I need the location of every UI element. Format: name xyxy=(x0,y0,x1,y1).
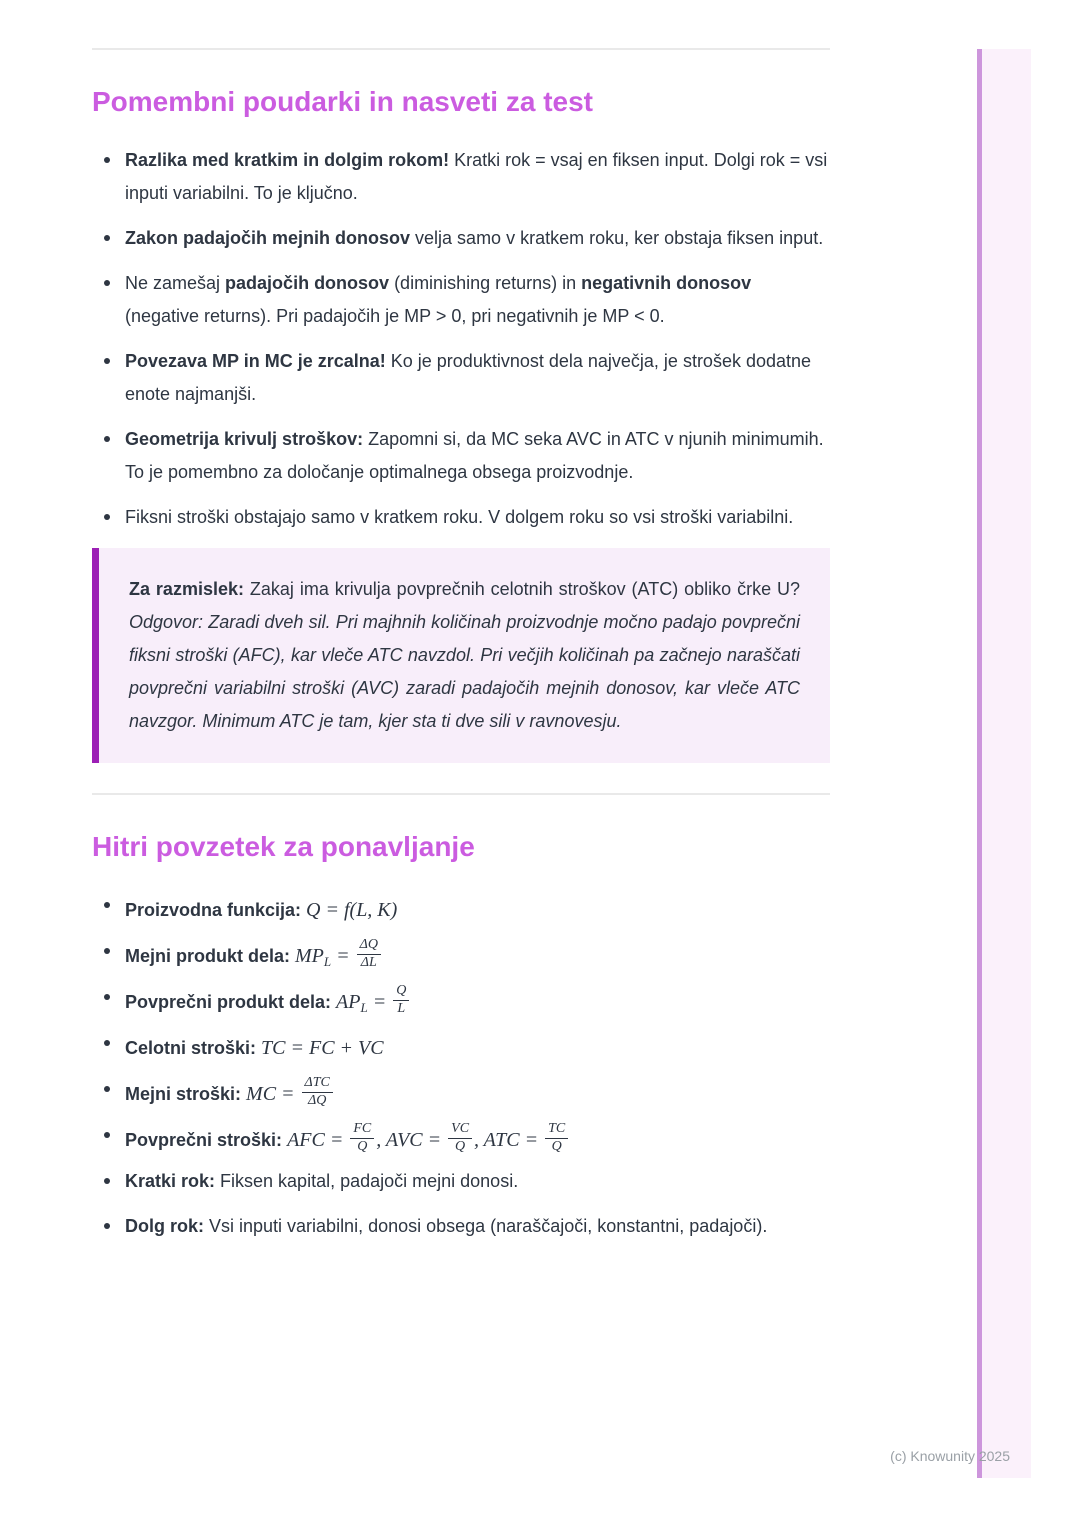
formula: TC = FC + VC xyxy=(261,1037,384,1059)
section-summary xyxy=(92,831,830,1243)
text-segment: Geometrija krivulj stroškov: xyxy=(125,429,364,449)
fraction: $\frac{\Delta Q}{\Delta L}$ xyxy=(357,938,381,970)
text-segment: Mejni stroški: xyxy=(125,1084,247,1104)
text-segment: (diminishing returns) in xyxy=(389,273,582,293)
fraction: $\frac{FC}{Q}$ xyxy=(350,1122,374,1154)
list-item xyxy=(92,1027,830,1069)
text-segment: Povezava MP in MC je zrcalna! xyxy=(125,351,386,371)
divider-top xyxy=(92,48,830,50)
text-segment: Odgovor: Zaradi dveh sil. Pri majhnih količinah proizvodnje močno padajo povprečni fiksni stroški (AFC), kar vleče ATC navzdol. Pri večjih količinah pa začnejo naraščati povprečni variabilni stroški (AVC) zaradi padajočih mejnih donosov, kar vleče ATC navzgor. Minimum ATC je tam, kjer sta ti dve sili v ravnovesju. xyxy=(129,612,800,731)
formula: $MP_L$ = $\frac{\Delta Q}{\Delta L}$ xyxy=(295,945,383,967)
list-item xyxy=(92,1165,830,1198)
text-segment: Za razmislek: xyxy=(129,579,244,599)
list-item xyxy=(92,222,830,255)
text-segment: Celotni stroški: xyxy=(125,1038,262,1058)
divider-middle xyxy=(92,793,830,795)
list-item xyxy=(92,345,830,411)
callout-box xyxy=(92,548,830,763)
formula: MC = $\frac{\text{ΔTC}}{\Delta Q}$ xyxy=(246,1083,335,1105)
text-segment: Razlika med kratkim in dolgim rokom! xyxy=(125,150,450,170)
text-segment: (negative returns). Pri padajočih je MP > 0, pri negativnih je MP < 0. xyxy=(125,306,665,326)
section-title-summary: Hitri povzetek za ponavljanje xyxy=(92,831,475,862)
fraction: $\frac{VC}{Q}$ xyxy=(448,1122,472,1154)
fraction: $\frac{Q}{L}$ xyxy=(393,984,409,1016)
formula: AFC = $\frac{FC}{Q}$ , AVC = $\frac{VC}{Q}$ , ATC = $\frac{TC}{Q}$ xyxy=(287,1129,570,1151)
text-segment: Mejni produkt dela: xyxy=(125,946,296,966)
list-item xyxy=(92,981,830,1023)
text-segment: Fiksni stroški obstajajo samo v kratkem roku. V dolgem roku so vsi stroški variabilni. xyxy=(125,507,794,527)
text-segment: Ne zamešaj xyxy=(125,273,226,293)
text-segment: Zakaj ima krivulja povprečnih celotnih stroškov (ATC) obliko črke U? xyxy=(243,579,801,599)
fraction: $\frac{TC}{Q}$ xyxy=(545,1122,568,1154)
list-item xyxy=(92,889,830,931)
text-segment: Kratki rok: xyxy=(125,1171,221,1191)
text-segment: Povprečni stroški: xyxy=(125,1130,288,1150)
key-points-list xyxy=(92,144,830,534)
text-segment: Vsi inputi variabilni, donosi obsega (naraščajoči, konstantni, padajoči). xyxy=(209,1216,768,1236)
list-item xyxy=(92,1119,830,1161)
summary-list xyxy=(92,889,830,1243)
text-segment: Kratki rok = vsaj en fiksen input. Dolgi rok = vsi inputi variabilni. To je ključno. xyxy=(125,150,828,203)
list-item xyxy=(92,1073,830,1115)
list-item xyxy=(92,423,830,489)
text-segment: negativnih donosov xyxy=(581,273,752,293)
text-segment: Povprečni produkt dela: xyxy=(125,992,337,1012)
formula: Q = f(L, K) xyxy=(306,899,398,921)
text-segment: padajočih donosov xyxy=(225,273,390,293)
text-segment: Fiksen kapital, padajoči mejni donosi. xyxy=(220,1171,519,1191)
section-key-points xyxy=(92,86,830,534)
text-segment: Zakon padajočih mejnih donosov xyxy=(125,228,411,248)
list-item xyxy=(92,267,830,333)
list-item xyxy=(92,1210,830,1243)
text-segment: Zapomni si, da MC seka AVC in ATC v njunih minimumih. To je pomembno za določanje optimalnega obsega proizvodnje. xyxy=(125,429,824,482)
text-segment: Ko je produktivnost dela največja, je strošek dodatne enote najmanjši. xyxy=(125,351,812,404)
content-column xyxy=(92,0,830,1255)
callout-text xyxy=(129,573,800,738)
page-edge-strip xyxy=(977,49,1031,1478)
list-item xyxy=(92,144,830,210)
fraction: $\frac{\text{ΔTC}}{\Delta Q}$ xyxy=(302,1076,333,1108)
text-segment: Proizvodna funkcija: xyxy=(125,900,307,920)
text-segment: velja samo v kratkem roku, ker obstaja fiksen input. xyxy=(410,228,824,248)
list-item xyxy=(92,935,830,977)
section-title-key-points: Pomembni poudarki in nasveti za test xyxy=(92,86,594,117)
formula: $AP_L$ = $\frac{Q}{L}$ xyxy=(336,991,411,1013)
copyright-footer: (c) Knowunity 2025 xyxy=(890,1448,1010,1464)
list-item xyxy=(92,501,830,534)
text-segment: Dolg rok: xyxy=(125,1216,209,1236)
